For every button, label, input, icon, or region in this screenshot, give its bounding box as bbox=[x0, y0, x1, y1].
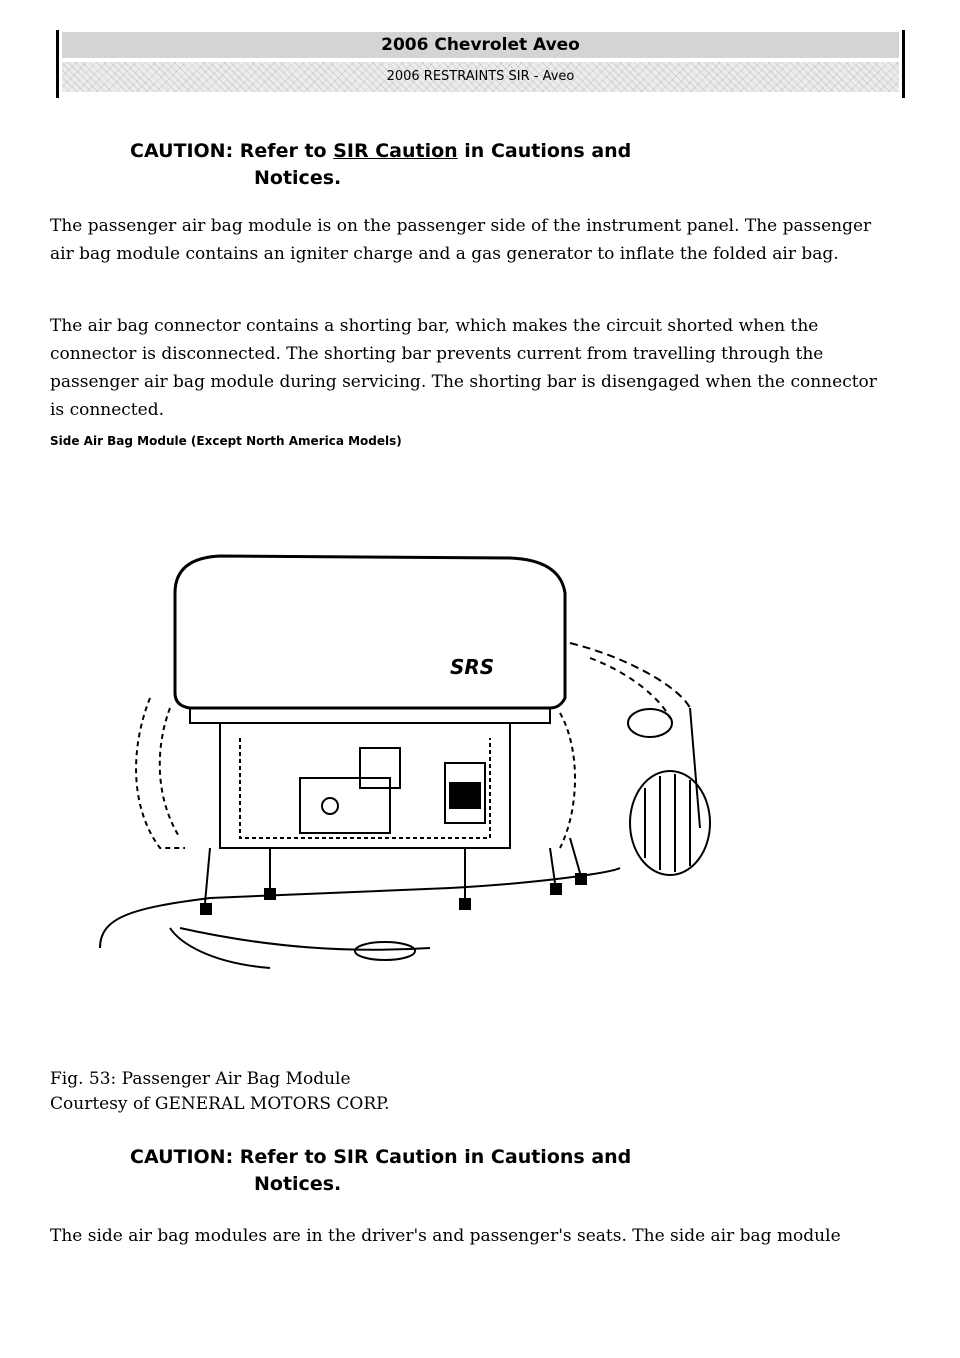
document-subtitle: 2006 RESTRAINTS SIR - Aveo bbox=[62, 62, 899, 92]
side-airbag-paragraph: The side air bag modules are in the driver's and passenger's seats. The side air bag module bbox=[50, 1226, 841, 1246]
srs-label: SRS bbox=[450, 655, 495, 679]
sir-caution-link[interactable]: SIR Caution bbox=[333, 140, 458, 162]
passenger-airbag-paragraph: The passenger air bag module is on the passenger side of the instrument panel. The passenger air bag module contains an igniter charge and a gas generator to inflate the folded air bag. bbox=[50, 216, 872, 264]
document-title: 2006 Chevrolet Aveo bbox=[62, 32, 899, 58]
header-left-rule bbox=[56, 30, 59, 98]
caution-prefix: CAUTION: Refer to bbox=[130, 140, 334, 162]
caution-suffix: in Cautions and bbox=[457, 140, 632, 162]
caution-2-line-2: Notices. bbox=[254, 1173, 342, 1195]
caution-notice-2 bbox=[130, 1144, 670, 1198]
caution-2-line-1: CAUTION: Refer to SIR Caution in Cautions and bbox=[130, 1146, 632, 1168]
passenger-airbag-module-illustration bbox=[90, 548, 720, 988]
section-subheading: Side Air Bag Module (Except North America Models) bbox=[50, 434, 402, 448]
caution-notice bbox=[130, 138, 670, 192]
header-right-rule bbox=[902, 30, 905, 98]
figure-courtesy: Courtesy of GENERAL MOTORS CORP. bbox=[50, 1094, 390, 1114]
caution-line-2: Notices. bbox=[254, 167, 342, 189]
figure-caption bbox=[50, 1067, 390, 1117]
shorting-bar-paragraph: The air bag connector contains a shorting bar, which makes the circuit shorted when the connector is disconnected. The shorting bar prevents current from travelling through the passenger air bag module during servicing. The shorting bar is disengaged when the connector is connected. bbox=[50, 316, 877, 420]
figure-title: Fig. 53: Passenger Air Bag Module bbox=[50, 1069, 351, 1089]
